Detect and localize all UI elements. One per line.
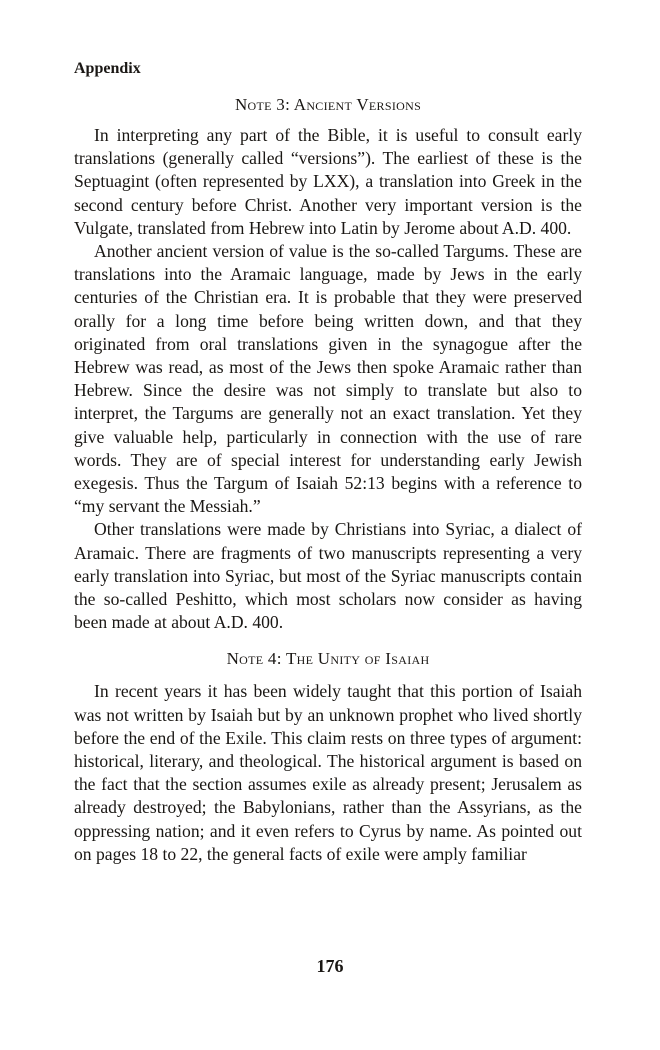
note-3-heading: Note 3: Ancient Versions	[234, 95, 422, 114]
page-body	[74, 58, 582, 866]
note-3-paragraph-3: Other translations were made by Christians into Syriac, a dialect of Aramaic. There are fragments of two manuscripts representing a very early translation into Syriac, but most of the Syriac manuscripts contain the so-called Peshitto, which most scholars now consider as having been made at about A.D. 400.	[74, 519, 582, 633]
note-3-paragraph-1: In interpreting any part of the Bible, it is useful to consult early translations (generally called “versions”). The earliest of these is the Septuagint (often represented by LXX), a translation into Greek in the second century before Christ. Another very important version is the Vulgate, translated from Hebrew into Latin by Jerome about A.D. 400.	[74, 125, 582, 238]
note-4-paragraph-1: In recent years it has been widely taught that this portion of Isaiah was not written by Isaiah but by an unknown prophet who lived shortly before the end of the Exile. This claim rests on three types of argument: historical, literary, and theological. The historical argument is based on the fact that the section assumes exile as already present; Jerusalem as already destroyed; the Babylonians, rather than the Assyrians, as the oppressing nation; and it even refers to Cyrus by name. As pointed out on pages 18 to 22, the general facts of exile were amply familiar	[74, 681, 582, 864]
running-head: Appendix	[74, 60, 141, 77]
page-number: 176	[316, 956, 344, 976]
note-3-paragraph-2: Another ancient version of value is the so-called Targums. These are translations into the Aramaic language, made by Jews in the early centuries of the Christian era. It is probable that they were preserved orally for a long time before being written down, and that they originated from oral translations given in the synagogue after the Hebrew was read, as most of the Jews then spoke Aramaic rather than Hebrew. Since the desire was not simply to translate but also to interpret, the Targums are generally not an exact translation. Yet they give valuable help, particularly in connection with the use of rare words. They are of special interest for understanding early Jewish exegesis. Thus the Targum of Isaiah 52:13 begins with a reference to “my servant the Messiah.”	[74, 241, 582, 517]
note-4-heading: Note 4: The Unity of Isaiah	[226, 649, 430, 669]
